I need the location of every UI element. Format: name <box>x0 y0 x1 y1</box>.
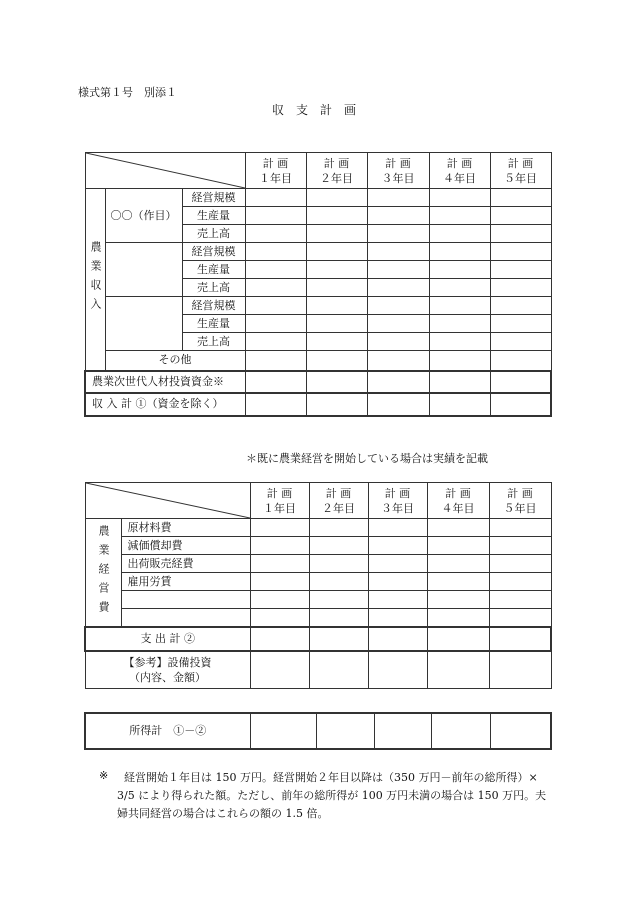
expense-item: 原材料費 <box>121 519 250 537</box>
other-label: その他 <box>105 351 245 371</box>
expense-group-label: 農業経営費 <box>85 519 121 627</box>
row-label: 経営規模 <box>182 243 245 261</box>
year-header-5: 計 画 ５年目 <box>490 153 551 189</box>
year-header-3: 計 画 ３年目 <box>367 153 429 189</box>
expense-item <box>121 609 250 627</box>
income-table <box>84 152 552 417</box>
year-header-4: 計 画 ４年目 <box>427 483 489 519</box>
row-label: 生産量 <box>182 261 245 279</box>
crop-blank-2 <box>105 243 182 297</box>
year-header-1: 計 画 １年目 <box>250 483 309 519</box>
income-calc-label: 所得計 ①－② <box>85 713 250 749</box>
row-label: 売上高 <box>182 279 245 297</box>
row-label: 売上高 <box>182 333 245 351</box>
expense-total-label: 支 出 計 ② <box>85 627 250 651</box>
row-label: 売上高 <box>182 225 245 243</box>
row-label: 経営規模 <box>182 297 245 315</box>
form-reference: 様式第１号 別添１ <box>78 86 177 99</box>
row-label: 経営規模 <box>182 189 245 207</box>
capital-investment-reference: 【参考】設備投資 （内容、金額） <box>85 651 250 689</box>
crop-blank-3 <box>105 297 182 351</box>
expense-table <box>84 482 552 689</box>
note-line-1: 経営開始１年目は 150 万円。経営開始２年目以降は（350 万円－前年の総所得）× <box>124 771 538 784</box>
subsidy-label: 農業次世代人材投資資金※ <box>85 371 245 393</box>
note-line-2: 3/5 により得られた額。ただし、前年の総所得が 100 万円未満の場合は 150 万円。夫 <box>117 789 547 802</box>
row-label: 生産量 <box>182 315 245 333</box>
year-header-1: 計 画 １年目 <box>245 153 306 189</box>
footnote-actual-results: ＊既に農業経営を開始している場合は実績を記載 <box>246 452 488 465</box>
income-calc-table <box>84 712 552 750</box>
row-label: 生産量 <box>182 207 245 225</box>
expense-item <box>121 591 250 609</box>
expense-item: 雇用労賃 <box>121 573 250 591</box>
crop-label: 〇〇（作目） <box>105 189 182 243</box>
year-header-2: 計 画 ２年目 <box>309 483 368 519</box>
note-line-3: 婦共同経営の場合はこれらの額の 1.5 倍。 <box>117 807 329 820</box>
note-mark: ※ <box>99 769 109 782</box>
header-diagonal-cell <box>85 483 250 519</box>
page-title: 収 支 計 画 <box>272 103 357 117</box>
year-header-5: 計 画 ５年目 <box>489 483 551 519</box>
expense-item: 出荷販売経費 <box>121 555 250 573</box>
year-header-2: 計 画 ２年目 <box>306 153 367 189</box>
header-diagonal-cell <box>85 153 245 189</box>
income-group-label: 農業収入 <box>85 189 105 371</box>
year-header-3: 計 画 ３年目 <box>368 483 427 519</box>
expense-item: 減価償却費 <box>121 537 250 555</box>
income-total-label: 収 入 計 ①（資金を除く） <box>85 393 245 416</box>
year-header-4: 計 画 ４年目 <box>429 153 490 189</box>
